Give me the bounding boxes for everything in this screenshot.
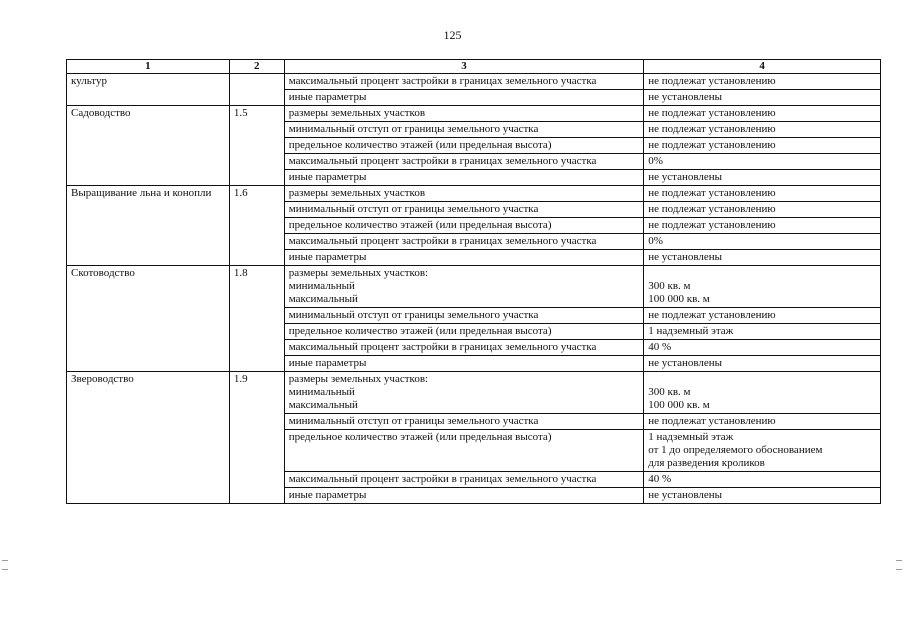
param-cell: минимальный отступ от границы земельного участка xyxy=(284,122,643,138)
header-cell-2: 2 xyxy=(229,60,284,74)
param-cell: максимальный процент застройки в границах земельного участка xyxy=(284,234,643,250)
value-cell: не подлежат установлению xyxy=(644,218,881,234)
value-cell xyxy=(644,372,881,414)
value-cell: не установлены xyxy=(644,90,881,106)
value-cell: не подлежат установлению xyxy=(644,106,881,122)
use-code: 1.9 xyxy=(229,372,284,504)
value-cell xyxy=(644,430,881,472)
param-cell xyxy=(284,372,643,414)
param-line: минимальный xyxy=(288,386,355,398)
param-line: размеры земельных участков: xyxy=(288,267,429,279)
param-cell: иные параметры xyxy=(284,170,643,186)
use-name: культур xyxy=(67,74,230,106)
param-cell: предельное количество этажей (или предельная высота) xyxy=(284,430,643,472)
value-cell: не установлены xyxy=(644,250,881,266)
param-line: минимальный xyxy=(288,280,355,292)
value-cell: не установлены xyxy=(644,170,881,186)
header-cell-4: 4 xyxy=(644,60,881,74)
param-line: максимальный xyxy=(288,293,358,305)
use-name: Скотоводство xyxy=(67,266,230,372)
param-cell: минимальный отступ от границы земельного участка xyxy=(284,202,643,218)
use-code xyxy=(229,74,284,106)
use-code: 1.5 xyxy=(229,106,284,186)
land-parameters-table xyxy=(66,59,881,504)
param-cell: иные параметры xyxy=(284,90,643,106)
value-line: 100 000 кв. м xyxy=(648,293,710,305)
table-row xyxy=(67,186,881,202)
header-cell-3: 3 xyxy=(284,60,643,74)
param-cell: максимальный процент застройки в границах земельного участка xyxy=(284,74,643,90)
scan-margin-mark xyxy=(896,560,902,570)
param-cell: предельное количество этажей (или предельная высота) xyxy=(284,218,643,234)
value-cell xyxy=(644,266,881,308)
use-code: 1.6 xyxy=(229,186,284,266)
param-cell: размеры земельных участков xyxy=(284,186,643,202)
value-cell: не установлены xyxy=(644,488,881,504)
header-row xyxy=(67,60,881,74)
value-cell: 0% xyxy=(644,234,881,250)
table-row xyxy=(67,106,881,122)
param-cell: предельное количество этажей (или предельная высота) xyxy=(284,138,643,154)
value-cell: 40 % xyxy=(644,340,881,356)
header-cell-1: 1 xyxy=(67,60,230,74)
param-cell: минимальный отступ от границы земельного участка xyxy=(284,414,643,430)
value-cell: 1 надземный этаж xyxy=(644,324,881,340)
value-line: 100 000 кв. м xyxy=(648,399,710,411)
value-line: от 1 до определяемого обоснованием xyxy=(648,444,823,456)
param-cell: иные параметры xyxy=(284,356,643,372)
use-name: Садоводство xyxy=(67,106,230,186)
param-cell: максимальный процент застройки в границах земельного участка xyxy=(284,154,643,170)
value-cell: не подлежат установлению xyxy=(644,74,881,90)
value-line: 1 надземный этаж xyxy=(648,431,734,443)
value-cell: не подлежат установлению xyxy=(644,138,881,154)
table-row xyxy=(67,372,881,414)
param-line: максимальный xyxy=(288,399,358,411)
use-code: 1.8 xyxy=(229,266,284,372)
value-cell: не подлежат установлению xyxy=(644,122,881,138)
value-cell: не подлежат установлению xyxy=(644,414,881,430)
param-cell: размеры земельных участков xyxy=(284,106,643,122)
param-cell: предельное количество этажей (или предельная высота) xyxy=(284,324,643,340)
value-line: 300 кв. м xyxy=(648,280,691,292)
param-cell: максимальный процент застройки в границах земельного участка xyxy=(284,472,643,488)
table-row xyxy=(67,74,881,90)
value-cell: 40 % xyxy=(644,472,881,488)
table-row xyxy=(67,266,881,308)
param-cell: иные параметры xyxy=(284,250,643,266)
param-line: размеры земельных участков: xyxy=(288,373,429,385)
value-line: для разведения кроликов xyxy=(648,457,765,469)
use-name: Звероводство xyxy=(67,372,230,504)
value-line: 300 кв. м xyxy=(648,386,691,398)
value-cell: не установлены xyxy=(644,356,881,372)
param-cell xyxy=(284,266,643,308)
param-cell: максимальный процент застройки в границах земельного участка xyxy=(284,340,643,356)
param-cell: иные параметры xyxy=(284,488,643,504)
value-cell: не подлежат установлению xyxy=(644,308,881,324)
use-name: Выращивание льна и конопли xyxy=(67,186,230,266)
value-cell: не подлежат установлению xyxy=(644,202,881,218)
value-cell: не подлежат установлению xyxy=(644,186,881,202)
value-cell: 0% xyxy=(644,154,881,170)
scan-margin-mark xyxy=(2,560,8,570)
param-cell: минимальный отступ от границы земельного участка xyxy=(284,308,643,324)
page-number: 125 xyxy=(443,28,462,42)
